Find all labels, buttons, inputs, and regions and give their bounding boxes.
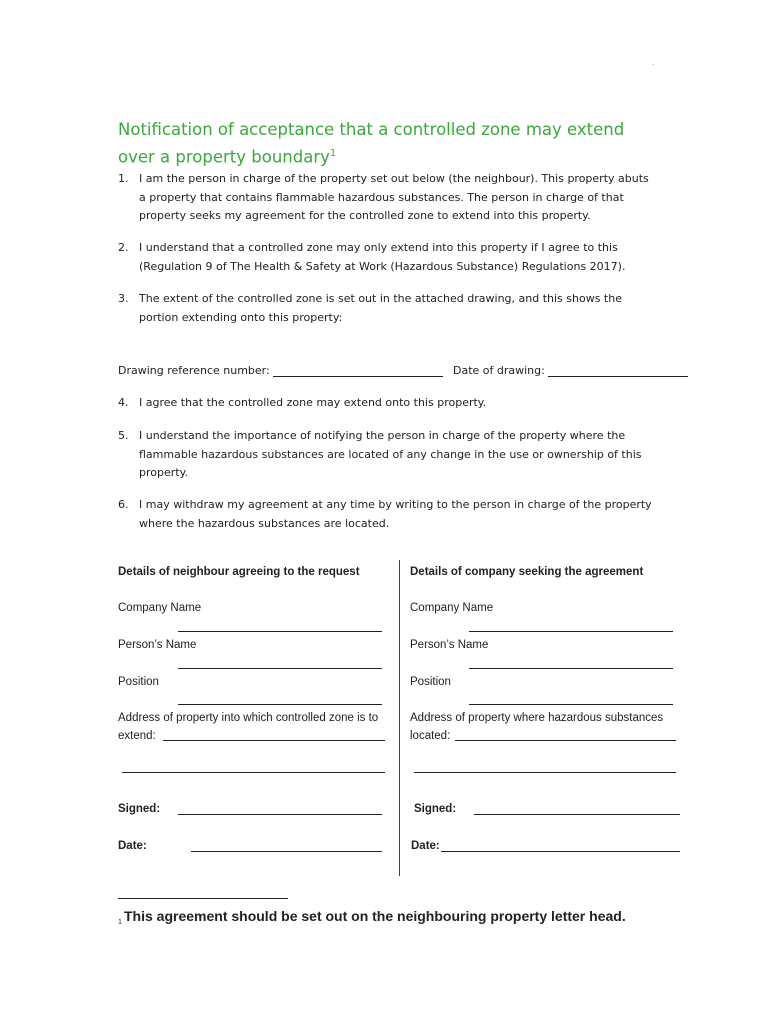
title-footnote-ref: 1: [329, 148, 337, 159]
left-address-field-1[interactable]: [163, 740, 385, 741]
right-company-label: Company Name: [410, 602, 494, 614]
left-position-label: Position: [118, 676, 159, 688]
drawing-ref-field[interactable]: [273, 364, 443, 377]
footnote-rule: [118, 898, 288, 899]
left-column-heading: Details of neighbour agreeing to the request: [118, 566, 360, 578]
clause-3: [118, 290, 658, 327]
right-address-field-1[interactable]: [455, 740, 676, 741]
clause-number: 1.: [118, 172, 129, 185]
clause-6: [118, 496, 658, 533]
left-address-label-line2: extend:: [118, 730, 156, 742]
clause-number: 4.: [118, 396, 129, 409]
clause-text: I understand that a controlled zone may only extend into this property if I agree to this (Regulation 9 of The Health & Safety at Work (Hazardous Substance) Regulations 2017).: [139, 241, 626, 273]
left-date-label: Date:: [118, 840, 147, 852]
drawing-date-field[interactable]: [548, 364, 688, 377]
clause-text: I may withdraw my agreement at any time by writing to the person in charge of the property where the hazardous substances are located.: [139, 498, 652, 530]
right-column-heading: Details of company seeking the agreement: [410, 566, 644, 578]
corner-mark: .: [652, 58, 655, 67]
left-signed-label: Signed:: [118, 803, 161, 815]
clause-number: 2.: [118, 241, 129, 254]
clause-number: 3.: [118, 292, 129, 305]
right-person-label: Person’s Name: [410, 639, 489, 651]
right-company-field[interactable]: [469, 631, 673, 632]
clause-text: The extent of the controlled zone is set out in the attached drawing, and this shows the portion extending onto this property:: [139, 292, 622, 324]
clause-1: [118, 170, 658, 226]
right-address-field-2[interactable]: [414, 772, 676, 773]
left-person-field[interactable]: [178, 668, 382, 669]
left-date-field[interactable]: [191, 851, 382, 852]
drawing-ref-label: Drawing reference number:: [118, 364, 270, 377]
clause-text: I agree that the controlled zone may extend onto this property.: [139, 396, 487, 409]
clause-text: I understand the importance of notifying the person in charge of the property where the flammable hazardous substances are located of any change in the use or ownership of this property.: [139, 429, 642, 479]
right-date-label: Date:: [411, 840, 440, 852]
clause-4: [118, 394, 658, 413]
left-signed-field[interactable]: [178, 814, 382, 815]
drawing-date-label: Date of drawing:: [453, 364, 545, 377]
title-text: Notification of acceptance that a controlled zone may extend over a property boundary: [118, 120, 625, 167]
left-person-label: Person’s Name: [118, 639, 197, 651]
left-company-field[interactable]: [178, 631, 382, 632]
right-position-label: Position: [410, 676, 451, 688]
right-date-field[interactable]: [441, 851, 680, 852]
right-signed-field[interactable]: [474, 814, 680, 815]
right-person-field[interactable]: [469, 668, 673, 669]
column-divider: [399, 560, 400, 876]
clause-5: [118, 427, 658, 483]
left-company-label: Company Name: [118, 602, 202, 614]
drawing-reference-row: [118, 364, 443, 377]
left-address-field-2[interactable]: [122, 772, 385, 773]
footnote-text: This agreement should be set out on the neighbouring property letter head.: [124, 908, 626, 924]
clause-number: 5.: [118, 429, 129, 442]
footnote-number: 1: [118, 919, 122, 926]
clause-number: 6.: [118, 498, 129, 511]
drawing-date-row: [453, 364, 688, 377]
right-address-label-line1: Address of property where hazardous substances: [410, 712, 664, 724]
left-position-field[interactable]: [178, 704, 382, 705]
clause-2: [118, 239, 658, 276]
left-address-label-line1: Address of property into which controlled zone is to: [118, 712, 379, 724]
document-title: [118, 118, 638, 170]
right-signed-label: Signed:: [414, 803, 457, 815]
right-position-field[interactable]: [469, 704, 673, 705]
clause-text: I am the person in charge of the property set out below (the neighbour). This property abuts a property that contains flammable hazardous substances. The person in charge of that property seeks my agreement for the controlled zone to extend into this property.: [139, 172, 649, 222]
right-address-label-line2: located:: [410, 730, 451, 742]
